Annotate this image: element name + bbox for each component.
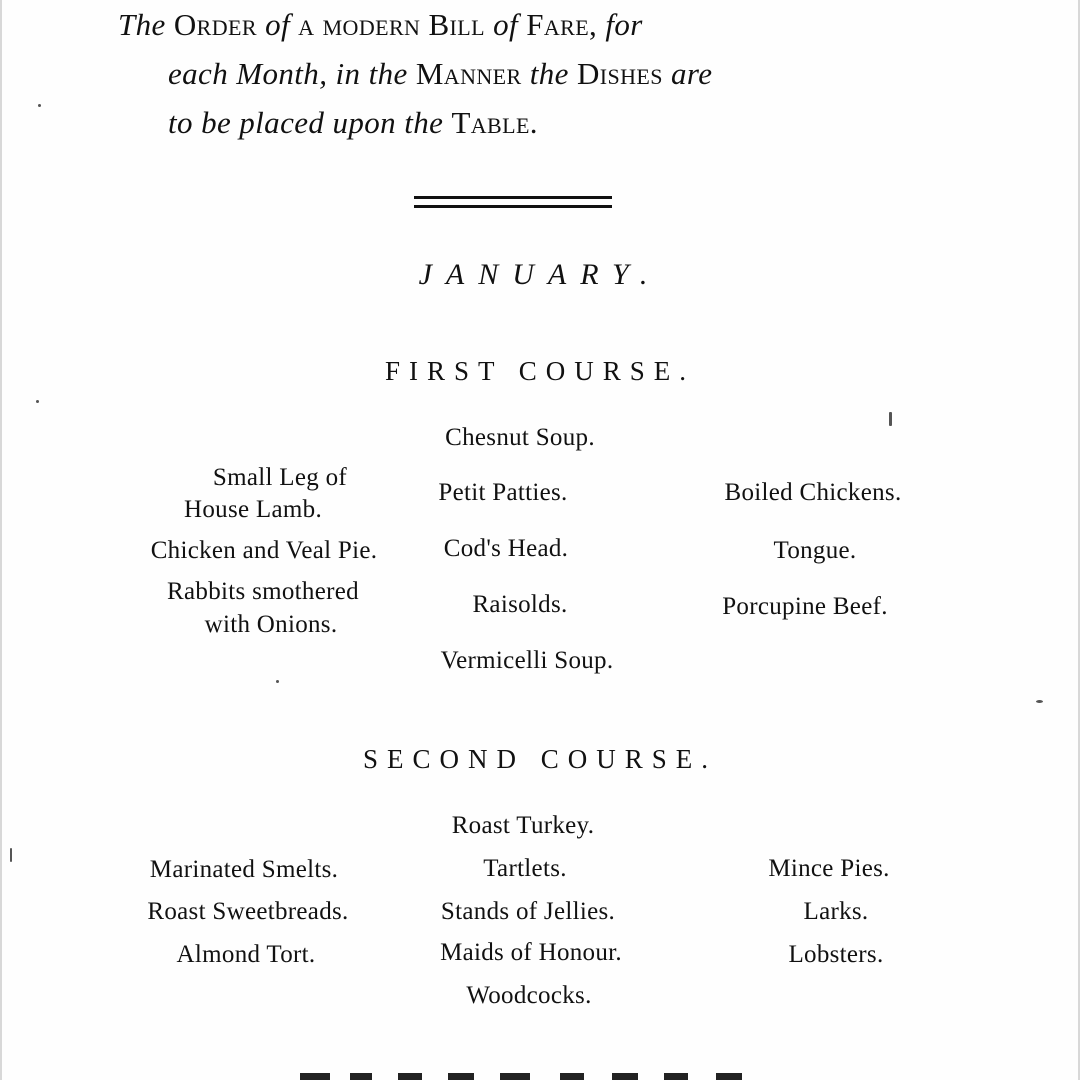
dish-left: Rabbits smothered <box>167 578 359 605</box>
divider-rule-lower <box>414 205 612 208</box>
cutoff-glyph <box>716 1073 742 1080</box>
dish-center: Chesnut Soup. <box>445 424 595 451</box>
second-course-heading: SECOND COURSE. <box>362 744 718 774</box>
scan-speck <box>10 848 12 862</box>
dish-left: with Onions. <box>204 611 338 638</box>
dish-right: Porcupine Beef. <box>722 593 888 620</box>
dish-right: Boiled Chickens. <box>724 479 902 506</box>
cutoff-glyph <box>500 1073 530 1080</box>
scan-speck <box>1036 700 1043 703</box>
title-word: Fare, <box>526 7 598 42</box>
dish-center: Maids of Honour. <box>440 939 622 966</box>
scan-speck <box>38 104 41 107</box>
dish-left: Chicken and Veal Pie. <box>150 537 378 564</box>
title-word: a modern Bill <box>298 7 485 42</box>
page-title <box>118 0 938 147</box>
scan-speck <box>276 680 279 683</box>
title-word: for <box>605 7 643 42</box>
title-word: are <box>671 56 713 91</box>
divider-rule-upper <box>414 196 612 199</box>
dish-center: Petit Patties. <box>438 479 568 506</box>
dish-center: Stands of Jellies. <box>440 898 616 925</box>
dish-left: Roast Sweetbreads. <box>147 898 349 925</box>
cutoff-glyph <box>560 1073 584 1080</box>
title-word: Table. <box>451 105 538 140</box>
dish-right: Larks. <box>803 898 869 925</box>
title-word: The <box>118 7 166 42</box>
scan-speck <box>889 412 892 426</box>
title-word: in the <box>335 56 408 91</box>
dish-left: House Lamb. <box>184 496 322 523</box>
dish-right: Tongue. <box>773 537 857 564</box>
title-word: each Month, <box>168 56 328 91</box>
dish-center: Vermicelli Soup. <box>440 647 614 674</box>
title-word: Order <box>173 7 257 42</box>
dish-center: Woodcocks. <box>466 982 592 1009</box>
cutoff-glyph <box>300 1073 330 1080</box>
first-course-heading: FIRST COURSE. <box>384 356 696 386</box>
title-word: Dishes <box>576 56 663 91</box>
title-word: to be placed upon the <box>168 105 444 140</box>
cutoff-glyph <box>398 1073 422 1080</box>
scan-speck <box>36 400 39 403</box>
dish-right: Lobsters. <box>788 941 884 968</box>
month-heading: JANUARY. <box>418 258 662 291</box>
dish-center: Tartlets. <box>483 855 567 882</box>
title-line-3 <box>118 98 938 147</box>
title-line-1 <box>118 0 938 49</box>
dish-right: Mince Pies. <box>768 855 890 882</box>
title-word: of <box>493 7 519 42</box>
dish-center: Roast Turkey. <box>451 812 595 839</box>
title-word: Manner <box>415 56 522 91</box>
cutoff-glyph <box>350 1073 372 1080</box>
page-edge-left <box>0 0 2 1080</box>
dish-left: Almond Tort. <box>176 941 316 968</box>
title-word: of <box>265 7 290 42</box>
dish-left: Small Leg of <box>212 464 348 491</box>
dish-center: Cod's Head. <box>443 535 569 562</box>
dish-left: Marinated Smelts. <box>149 856 339 883</box>
cutoff-glyph <box>448 1073 474 1080</box>
title-word: the <box>529 56 569 91</box>
cutoff-glyph <box>612 1073 638 1080</box>
title-line-2 <box>118 49 938 98</box>
cutoff-glyph <box>664 1073 688 1080</box>
dish-center: Raisolds. <box>472 591 568 618</box>
